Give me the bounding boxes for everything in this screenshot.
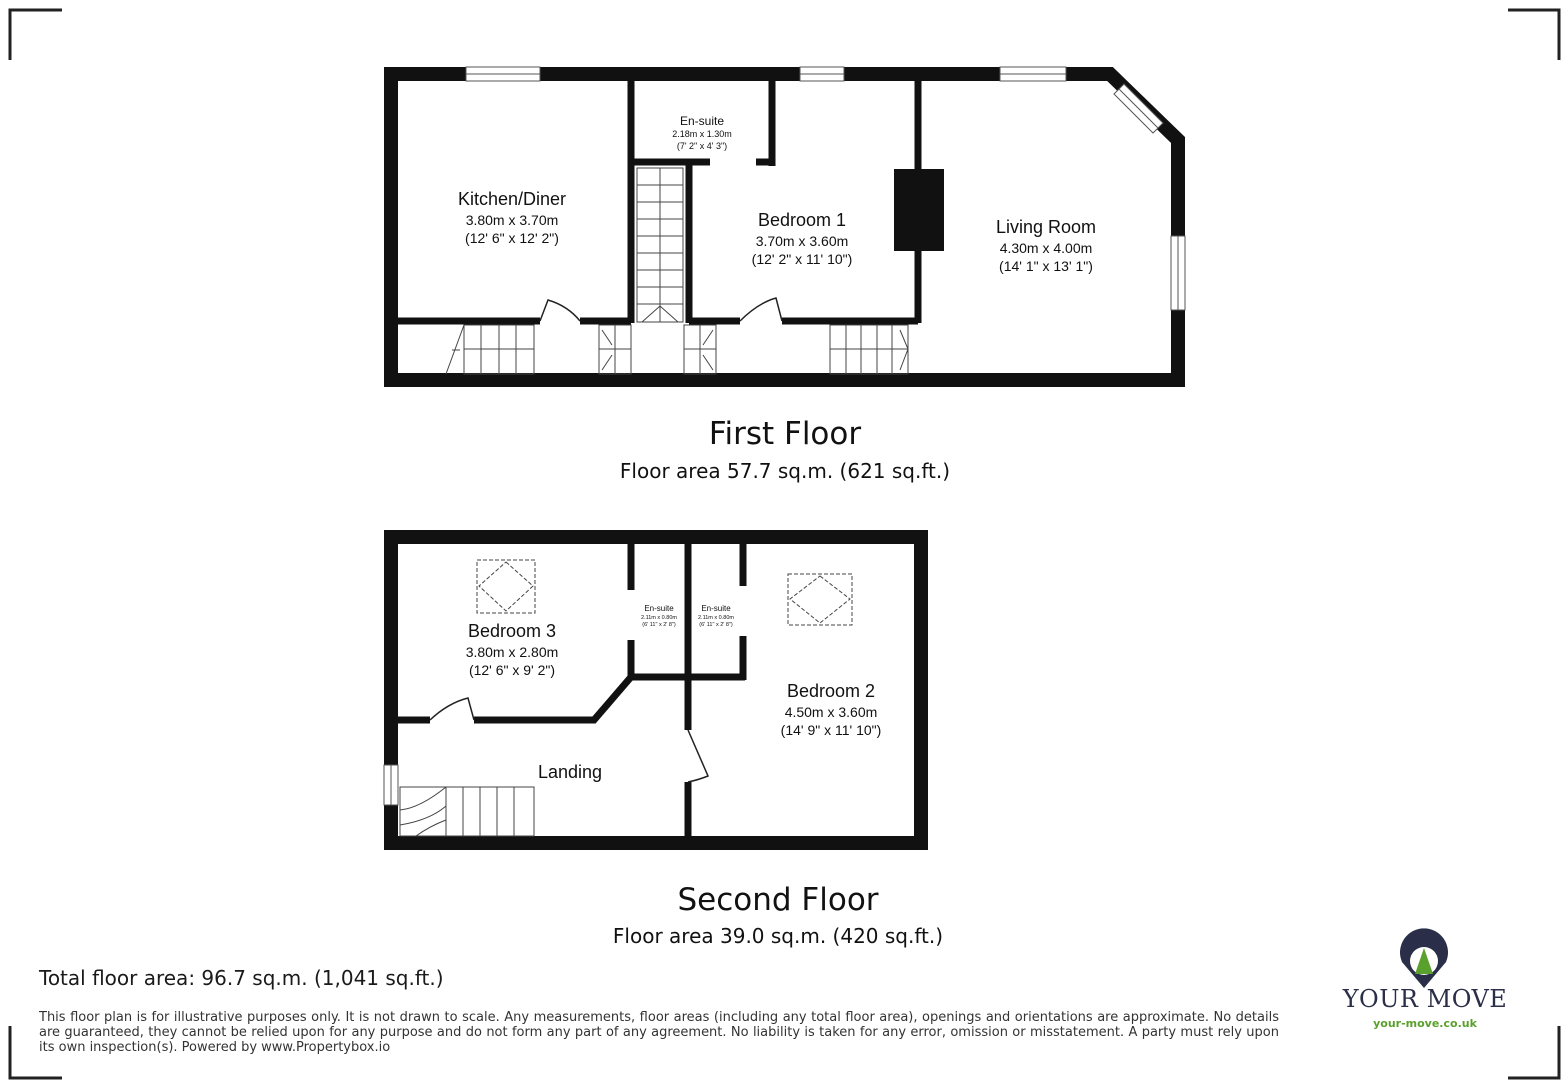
ensuite-b-imperial: (6' 11" x 2' 8") (699, 622, 733, 628)
living-room-imperial: (14' 1" x 13' 1") (999, 258, 1093, 274)
bedroom1-name: Bedroom 1 (757, 210, 847, 230)
total-floor-area: Total floor area: 96.7 sq.m. (1,041 sq.ft.) (39, 966, 444, 990)
second-floor-title: Second Floor (677, 882, 879, 918)
bedroom1-imperial: (12' 2" x 11' 10") (751, 251, 853, 267)
living-room-name: Living Room (995, 217, 1097, 237)
chimney-breast (894, 169, 944, 251)
ensuite-b-name: En-suite (701, 604, 731, 613)
first-floor-doors (540, 298, 782, 321)
disclaimer-text: This floor plan is for illustrative purposes only. It is not drawn to scale. Any measurements, floor areas (including any total floor area), openings and orientations are approximate. No details are guaranteed, they cannot be relied upon for any purpose and do not form any part of any agreement. No liability is taken for any error, omission or misstatement. A party must rely upon its own inspection(s). Powered by www.Propertybox.io (39, 1010, 1279, 1055)
second-floor-area: Floor area 39.0 sq.m. (420 sq.ft.) (612, 924, 944, 948)
bedroom3-metric: 3.80m x 2.80m (465, 644, 559, 660)
bedroom1-metric: 3.70m x 3.60m (755, 233, 849, 249)
pin-logo-icon (1400, 928, 1448, 988)
ensuite-imperial: (7' 2" x 4' 3") (676, 141, 728, 151)
ensuite-b-metric: 2.11m x 0.80m (698, 615, 734, 621)
ensuite-a-metric: 2.11m x 0.80m (641, 615, 677, 621)
kitchen-imperial: (12' 6" x 12' 2") (465, 230, 559, 246)
kitchen-metric: 3.80m x 3.70m (465, 212, 559, 228)
first-floor-plan (391, 67, 1185, 483)
first-floor-area: Floor area 57.7 sq.m. (621 sq.ft.) (619, 459, 951, 483)
second-floor-stairs (400, 787, 534, 836)
ensuite-a-imperial: (6' 11" x 2' 8") (642, 622, 676, 628)
bedroom2-metric: 4.50m x 3.60m (784, 704, 878, 720)
landing-name: Landing (537, 762, 603, 782)
first-floor-title: First Floor (708, 416, 862, 452)
brand-block (1340, 985, 1510, 1030)
brand-name: YOUR MOVE (1342, 985, 1508, 1013)
second-floor-plan (384, 537, 943, 948)
bedroom3-name: Bedroom 3 (467, 621, 557, 641)
ensuite-name: En-suite (679, 114, 725, 128)
kitchen-name: Kitchen/Diner (457, 189, 567, 209)
brand-url[interactable]: your-move.co.uk (1373, 1017, 1477, 1030)
second-floor-internal-walls (398, 544, 745, 836)
bedroom2-imperial: (14' 9" x 11' 10") (780, 722, 882, 738)
bedroom2-name: Bedroom 2 (786, 681, 876, 701)
bedroom3-imperial: (12' 6" x 9' 2") (468, 662, 556, 678)
ensuite-metric: 2.18m x 1.30m (672, 129, 732, 139)
second-floor-window (384, 765, 398, 805)
ensuite-a-name: En-suite (644, 604, 674, 613)
living-room-metric: 4.30m x 4.00m (999, 240, 1093, 256)
